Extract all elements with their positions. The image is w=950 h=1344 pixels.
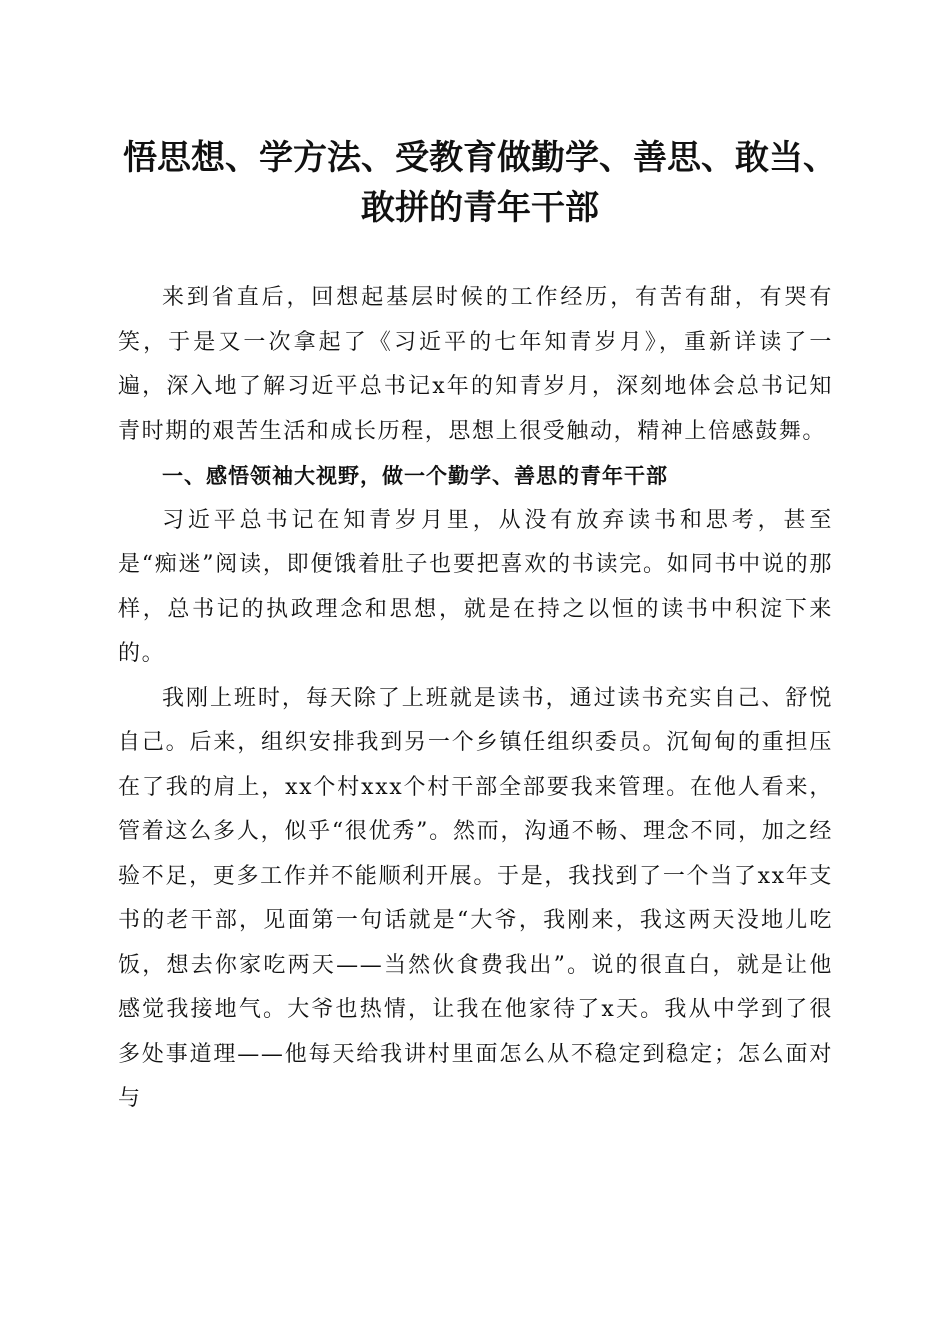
title-line-2: 敢拼的青年干部: [361, 188, 599, 228]
paragraph-experience: 我刚上班时，每天除了上班就是读书，通过读书充实自己、舒悦自己。后来，组织安排我到另一个乡镇任组织委员。沉甸甸的重担压在了我的肩上，xx个村xxx个村干部全部要我来管理。在他人看来，管着这么多人，似乎“很优秀”。然而，沟通不畅、理念不同，加之经验不足，更多工作并不能顺利开展。于是，我找到了一个当了xx年支书的老干部，见面第一句话就是“大爷，我刚来，我这两天没地儿吃饭，想去你家吃两天——当然伙食费我出”。说的很直白，就是让他感觉我接地气。大爷也热情，让我在他家待了x天。我从中学到了很多处事道理——他每天给我讲村里面怎么从不稳定到稳定；怎么面对与: [118, 685, 833, 1111]
title-line-1: 悟思想、学方法、受教育做勤学、善思、敢当、: [123, 138, 837, 178]
section-heading-1: 一、感悟领袖大视野，做一个勤学、善思的青年干部: [162, 464, 668, 488]
document-body: [118, 276, 833, 1122]
document-title: [110, 133, 850, 233]
paragraph-reading: 习近平总书记在知青岁月里，从没有放弃读书和思考，甚至是“痴迷”阅读，即便饿着肚子也要把喜欢的书读完。如同书中说的那样，总书记的执政理念和思想，就是在持之以恒的读书中积淀下来的。: [118, 507, 833, 666]
paragraph-intro: 来到省直后，回想起基层时候的工作经历，有苦有甜，有哭有笑，于是又一次拿起了《习近平的七年知青岁月》，重新详读了一遍，深入地了解习近平总书记x年的知青岁月，深刻地体会总书记知青时期的艰苦生活和成长历程，思想上很受触动，精神上倍感鼓舞。: [118, 285, 833, 444]
